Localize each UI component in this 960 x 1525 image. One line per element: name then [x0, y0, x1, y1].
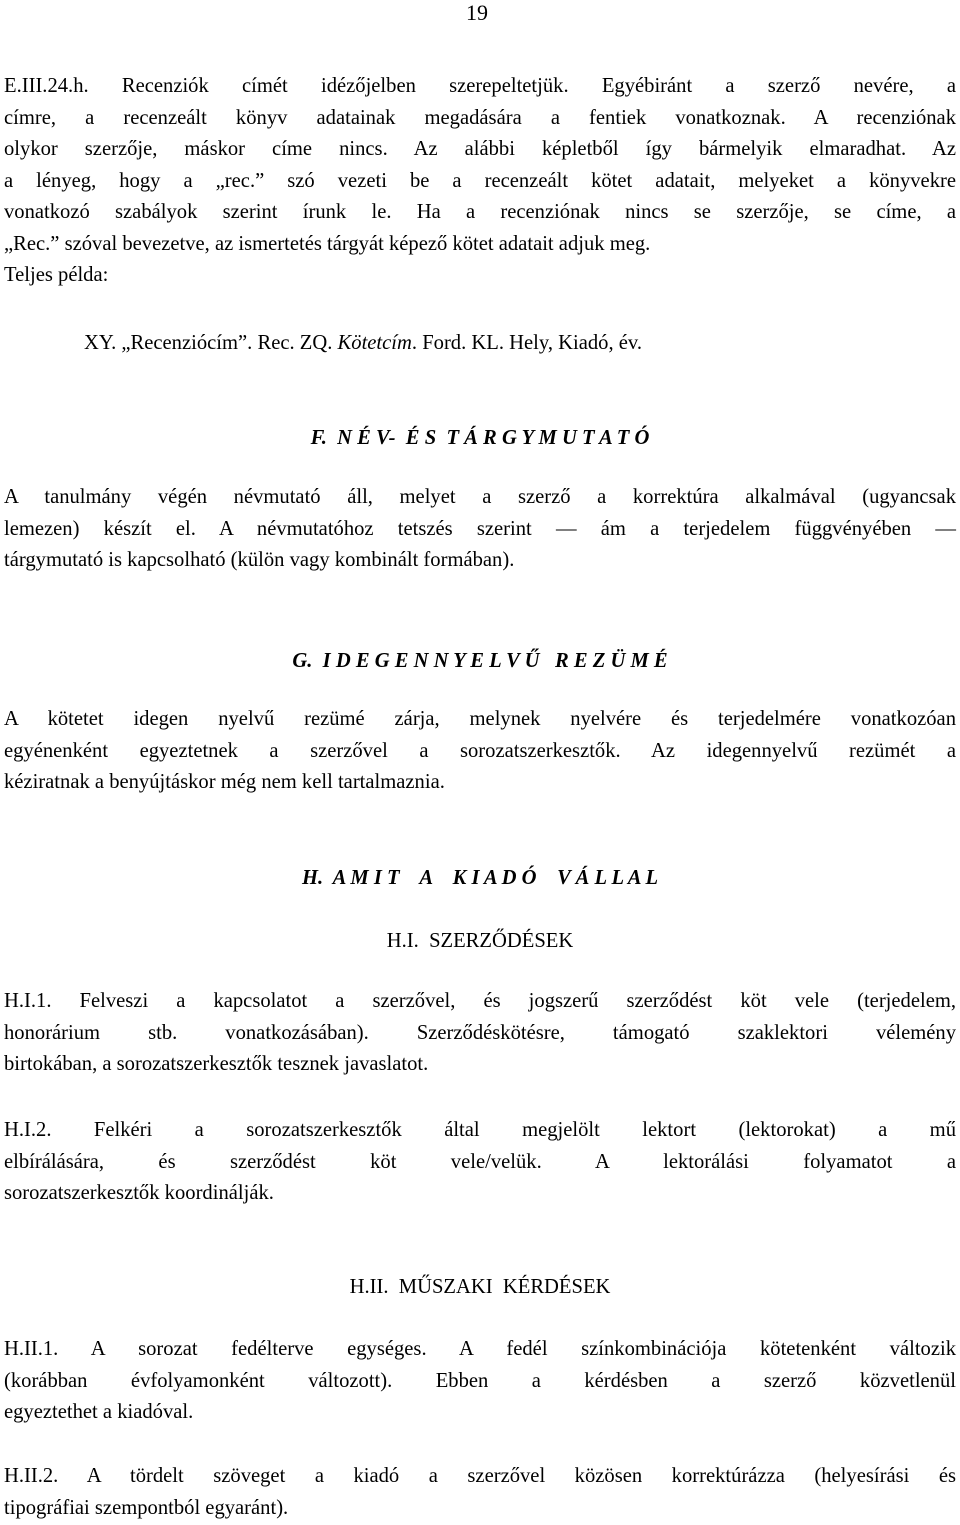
text-line: birtokában, a sorozatszerkesztők tesznek javaslatot.: [4, 1053, 429, 1075]
text-line: a lényeg, hogy a „rec.” szó vezeti be a recenzeált kötet adatait, melyeket a könyvekre: [4, 169, 956, 192]
text-line: H.I.1. Felveszi a kapcsolatot a szerzővel, és jogszerű szerződést köt vele (terjedelem,: [4, 990, 956, 1012]
formula-after: . Ford. KL. Hely, Kiadó, év.: [411, 332, 643, 354]
text-line: Teljes példa:: [4, 264, 109, 286]
text-line: egyénenként egyeztetnek a szerzővel a sorozatszerkesztők. Az idegennyelvű rezümét a: [4, 739, 956, 762]
text-line: tárgymutató is kapcsolható (külön vagy kombinált formában).: [4, 549, 515, 571]
text-line: A tanulmány végén névmutató áll, melyet a szerző a korrektúra alkalmával (ugyancsak: [4, 486, 956, 508]
text-line: elbírálására, és szerződést köt vele/velük. A lektorálási folyamatot a: [4, 1150, 956, 1173]
paragraph-recenziok: [4, 71, 956, 292]
text-line: (korábban évfolyamonként változott). Ebben a kérdésben a szerző közvetlenül: [4, 1369, 956, 1392]
text-line: vonatkozó szabályok szerint írunk le. Ha a recenziónak nincs se szerzője, se címe, a: [4, 201, 956, 223]
section-heading-h: H. A M I T A K I A D Ó V Á L L A L: [301, 867, 659, 889]
text-line: honorárium stb. vonatkozásában). Szerződéskötésre, támogató szaklektori vélemény: [4, 1021, 956, 1044]
paragraph-rezume: [4, 704, 956, 799]
paragraph-hii1: [4, 1334, 956, 1429]
formula-italic-title: Kötetcím: [337, 332, 412, 354]
formula-before: XY. „Recenziócím”. Rec. ZQ.: [84, 332, 338, 354]
paragraph-hi1: [4, 986, 956, 1081]
text-line: tipográfiai szempontból egyaránt).: [4, 1496, 289, 1519]
paragraph-hii2: [4, 1461, 956, 1524]
text-line: egyeztethet a kiadóval.: [4, 1401, 194, 1423]
text-line: olykor szerzője, máskor címe nincs. Az alábbi képletből így bármelyik elmaradhat. Az: [4, 138, 956, 160]
text-line: A kötetet idegen nyelvű rezümé zárja, melynek nyelvére és terjedelmére vonatkozóan: [4, 708, 956, 730]
paragraph-nevmutato: [4, 482, 956, 577]
paragraph-hi2: [4, 1115, 956, 1210]
subsection-heading-hi: H.I. SZERZŐDÉSEK: [386, 930, 574, 952]
text-line: sorozatszerkesztők koordinálják.: [4, 1182, 274, 1204]
text-line: címre, a recenzeált könyv adatainak megadására a fentiek vonatkoznak. A recenziónak: [4, 106, 956, 129]
section-heading-f: F. N É V- É S T Á R G Y M U T A T Ó: [310, 427, 650, 449]
text-line: lemezen) készít el. A névmutatóhoz tetszés szerint — ám a terjedelem függvényében —: [4, 517, 956, 540]
text-line: H.II.2. A tördelt szöveget a kiadó a szerzővel közösen korrektúrázza (helyesírási és: [4, 1465, 956, 1487]
text-line: kéziratnak a benyújtáskor még nem kell tartalmaznia.: [4, 771, 445, 793]
text-line: H.II.1. A sorozat fedélterve egységes. A fedél színkombinációja kötetenként változik: [4, 1338, 956, 1360]
page-number: 19: [466, 0, 488, 25]
example-formula: [84, 328, 642, 358]
text-line: „Rec.” szóval bevezetve, az ismertetés tárgyát képező kötet adatait adjuk meg.: [4, 232, 651, 255]
section-heading-g: G. I D E G E N N Y E L V Ű R E Z Ü M É: [292, 650, 668, 672]
text-line: E.III.24.h. Recenziók címét idézőjelben szerepeltetjük. Egyébiránt a szerző nevére, a: [4, 75, 956, 97]
subsection-heading-hii: H.II. MŰSZAKI KÉRDÉSEK: [349, 1276, 611, 1298]
text-line: H.I.2. Felkéri a sorozatszerkesztők által megjelölt lektort (lektorokat) a mű: [4, 1119, 956, 1141]
